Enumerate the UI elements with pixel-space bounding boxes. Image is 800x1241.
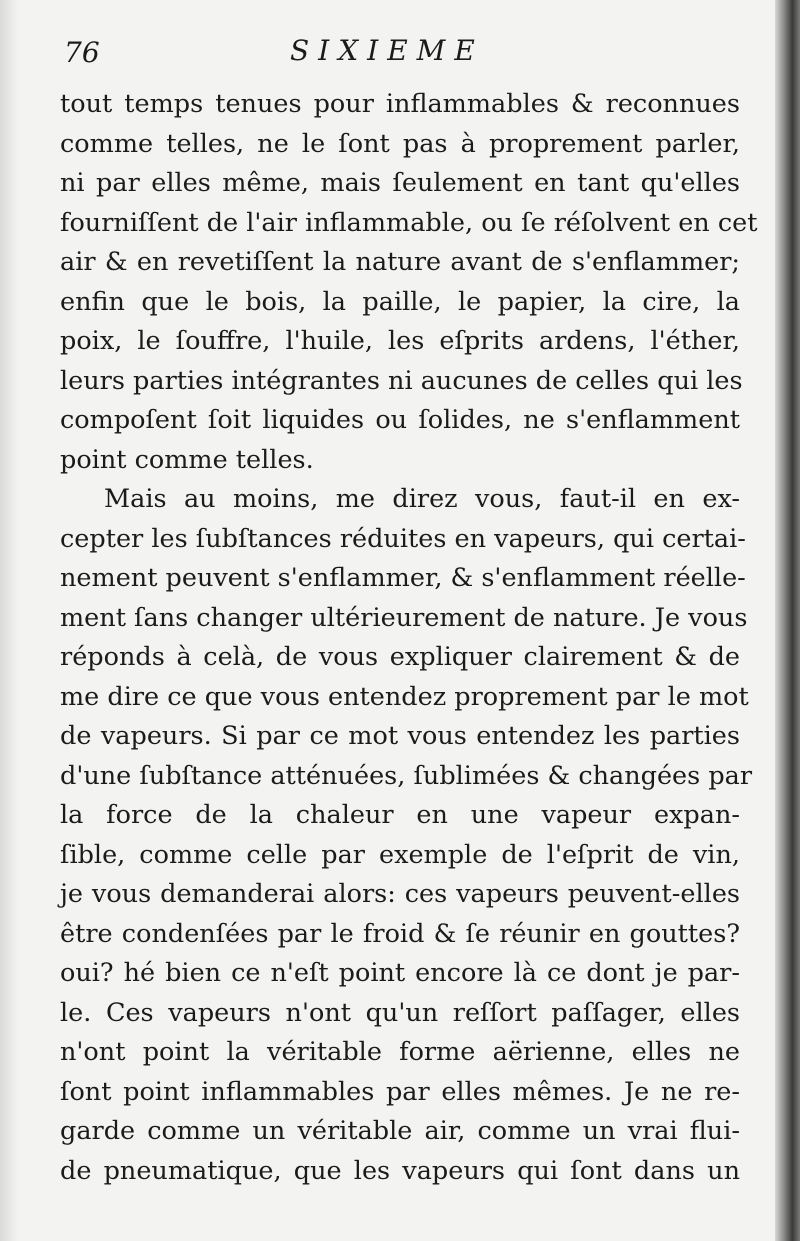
text-line: poix, le ſouffre, l'huile, les eſprits ardens, l'éther, [60,326,740,356]
body-text [60,85,758,1191]
text-line: leurs parties intégrantes ni aucunes de celles qui les [60,365,743,396]
text-line: de pneumatique, que les vapeurs qui ſont dans un [60,1155,740,1186]
text-line: je vous demanderai alors: ces vapeurs peuvent-elles [60,879,740,909]
page-number: 76 [64,36,100,69]
book-edge-shadow [775,0,800,1241]
text-line: ni par elles même, mais ſeulement en tant qu'elles [60,168,740,198]
running-head: SIXIEME [290,34,484,67]
text-line: comme telles, ne le ſont pas à proprement parler, [60,128,740,159]
text-line: me dire ce que vous entendez proprement par le mot [60,681,749,712]
page-header [64,30,744,80]
text-line: air & en revetiſſent la nature avant de s'enflammer; [60,247,740,277]
text-line: être condenſées par le froid & ſe réunir en gouttes? [60,918,740,949]
text-line: n'ont point la véritable forme aërienne, elles ne [60,1037,740,1067]
text-line: cepter les ſubſtances réduites en vapeurs, qui certai- [60,523,746,554]
text-line: ment ſans changer ultérieurement de nature. Je vous [60,602,748,633]
text-line: garde comme un véritable air, comme un vrai flui- [60,1116,740,1146]
text-line: fourniſſent de l'air inflammable, ou ſe réſolvent en cet [60,207,758,238]
page-gutter-shadow [0,0,18,1241]
text-line: réponds à celà, de vous expliquer clairement & de [60,642,740,672]
text-line: tout temps tenues pour inflammables & reconnues [60,89,740,119]
text-line: enfin que le bois, la paille, le papier, la cire, la [60,286,740,317]
text-line: de vapeurs. Si par ce mot vous entendez les parties [60,721,740,751]
text-line: ſible, comme celle par exemple de l'eſprit de vin, [60,839,740,870]
text-line: nement peuvent s'enflammer, & s'enflamment réelle- [60,563,746,593]
text-line: le. Ces vapeurs n'ont qu'un reſſort paſſager, elles [60,997,740,1028]
paragraph-end-line: point comme telles. [60,444,314,475]
text-line: la force de la chaleur en une vapeur expan- [60,800,740,830]
text-line: ſont point inflammables par elles mêmes. Je ne re- [60,1076,740,1107]
text-line: compoſent ſoit liquides ou ſolides, ne s'enflamment [60,405,740,435]
text-line: oui? hé bien ce n'eſt point encore là ce dont je par- [60,958,740,988]
text-line: d'une ſubſtance atténuées, ſublimées & changées par [60,760,753,791]
paragraph-start-line: Mais au moins, me direz vous, faut-il en ex- [104,484,740,514]
